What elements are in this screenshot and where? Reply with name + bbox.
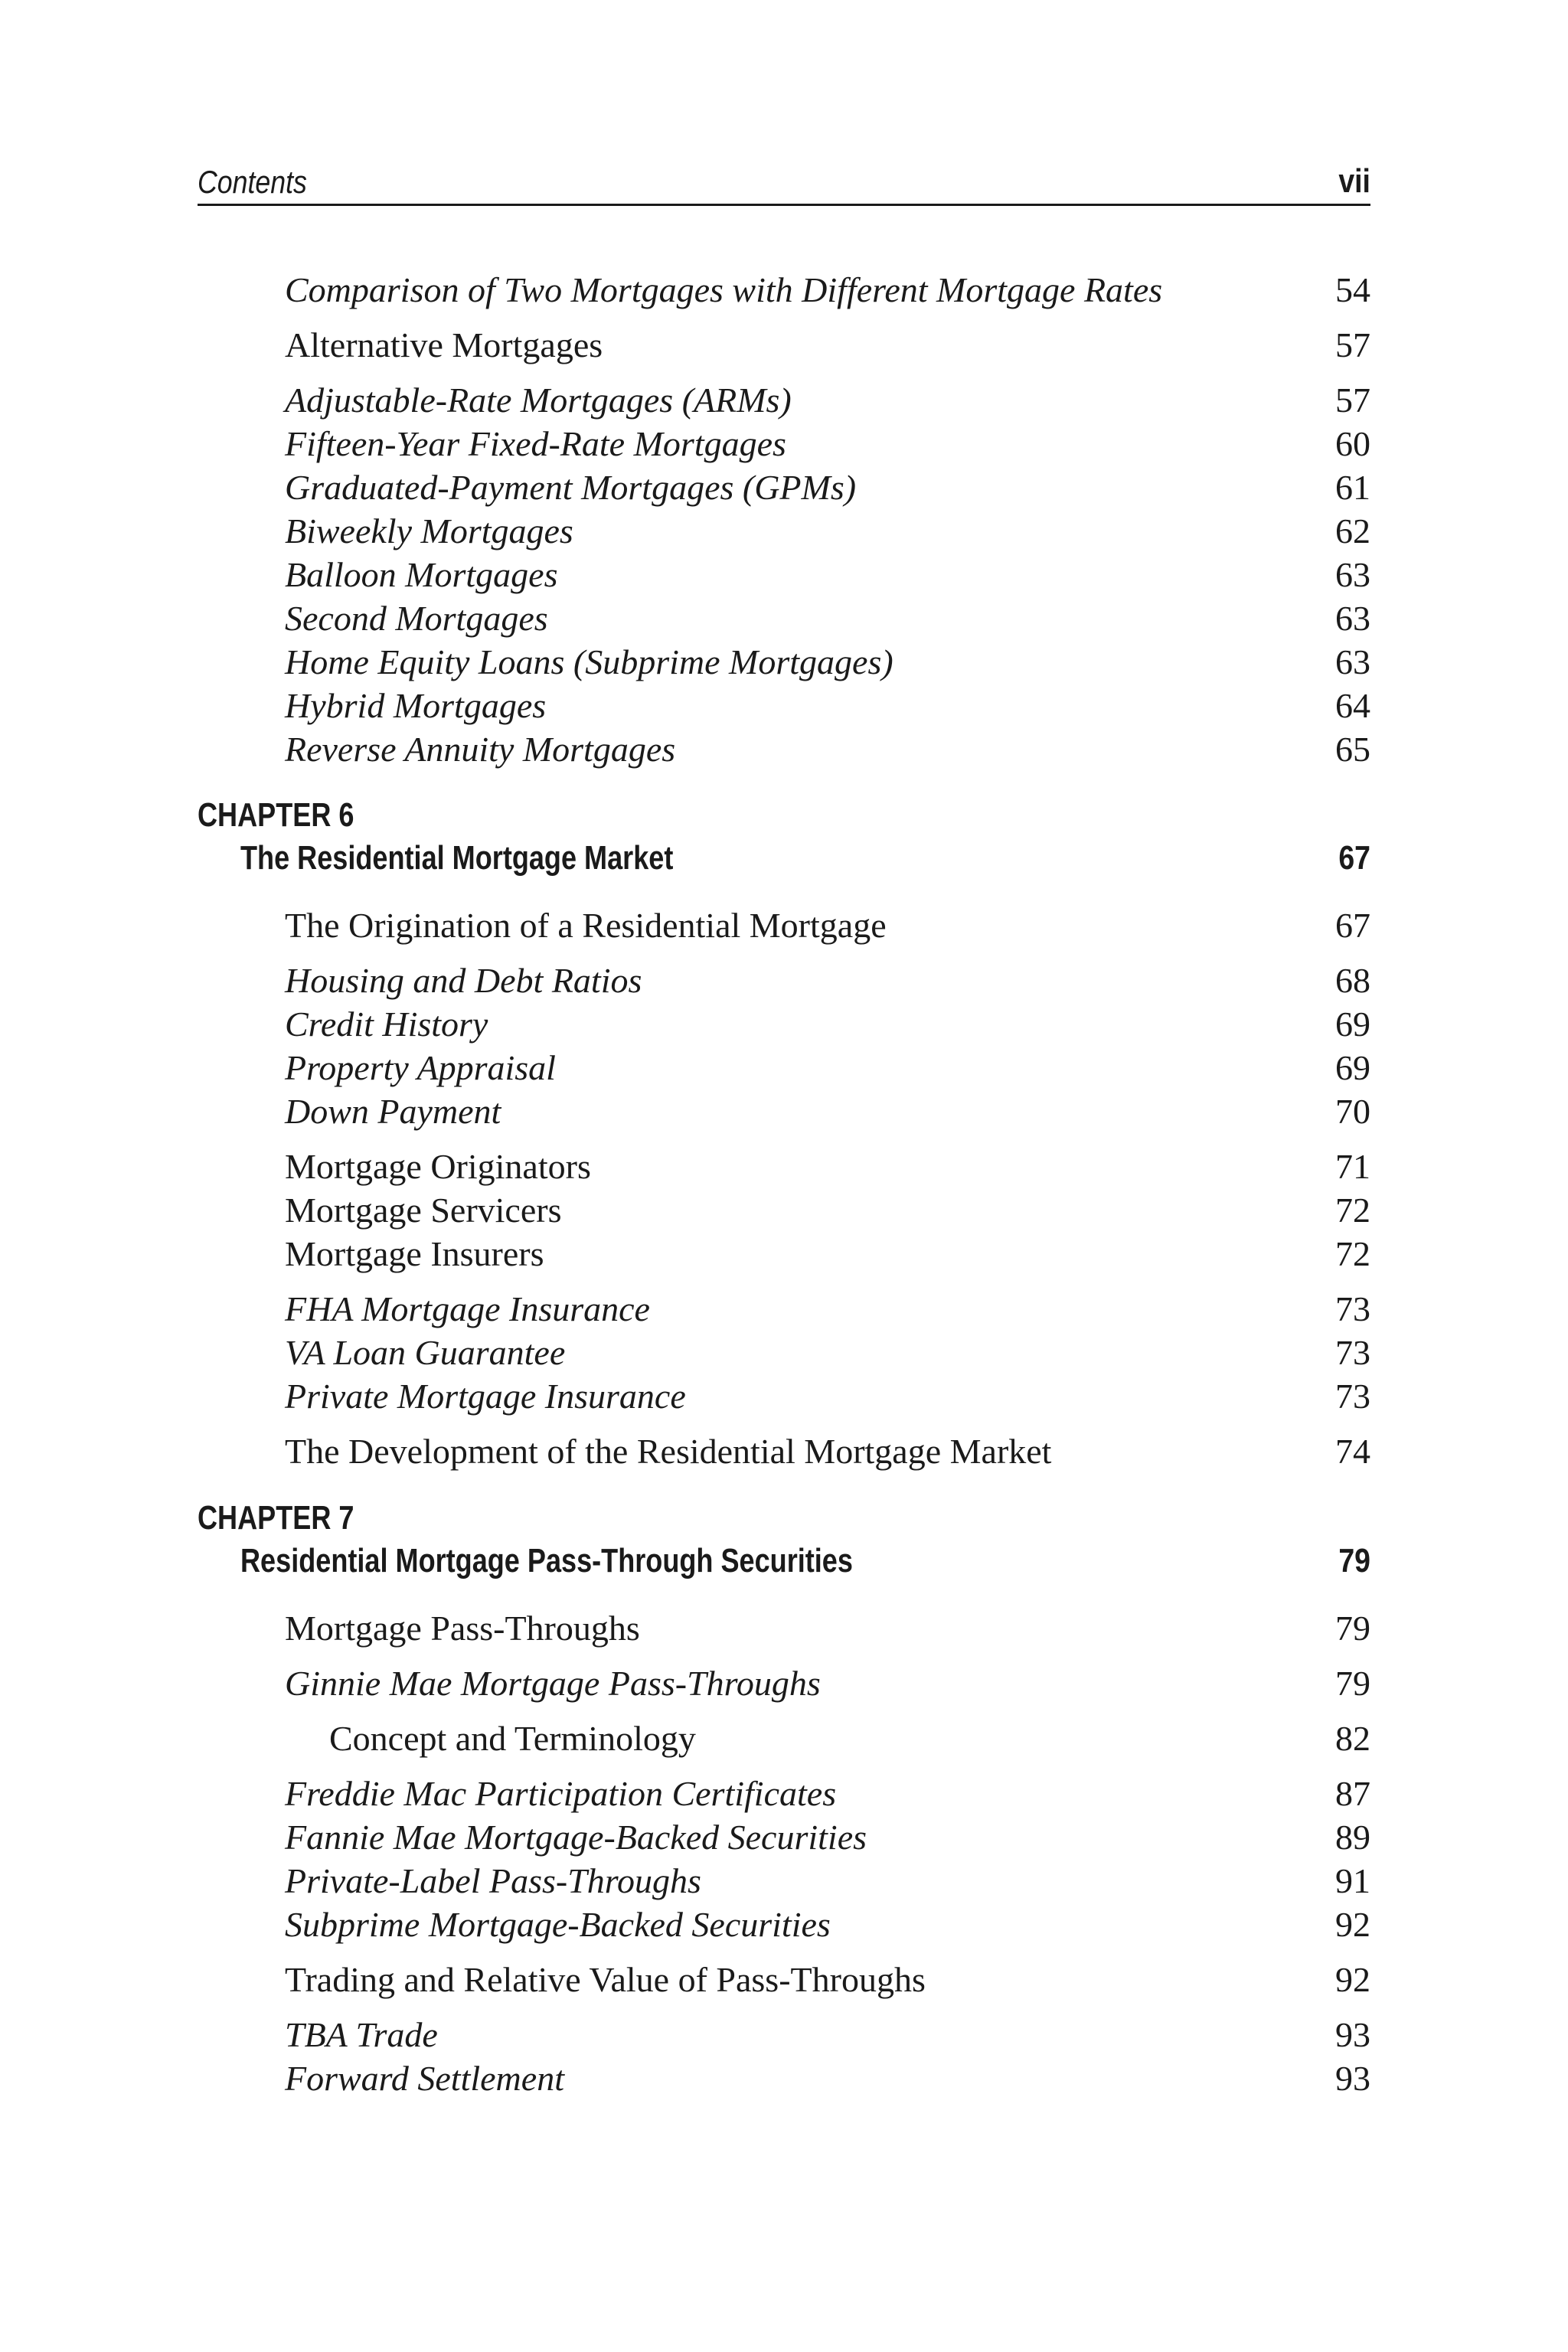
toc-entry-label: Balloon Mortgages — [285, 555, 558, 594]
toc-entry-label: Hybrid Mortgages — [285, 686, 547, 725]
toc-entry-label: Private Mortgage Insurance — [285, 1377, 686, 1416]
toc-entry-label: Ginnie Mae Mortgage Pass-Throughs — [285, 1664, 821, 1703]
toc-entry-page: 82 — [1335, 1719, 1370, 1758]
toc-entry-label: Home Equity Loans (Subprime Mortgages) — [285, 642, 893, 681]
toc-entry[interactable] — [285, 729, 1370, 773]
toc-entry-label: Mortgage Servicers — [285, 1191, 562, 1230]
toc-entry[interactable] — [285, 1190, 1370, 1234]
toc-entry[interactable] — [285, 1959, 1370, 2004]
toc-entry[interactable] — [285, 905, 1370, 949]
chapter-7-page: 79 — [1338, 1542, 1370, 1579]
toc-entry-label: Down Payment — [285, 1092, 501, 1131]
toc-entry-page: 68 — [1335, 961, 1370, 1000]
toc-entry-label: The Origination of a Residential Mortgage — [285, 906, 887, 945]
toc-entry-label: Comparison of Two Mortgages with Different Mortgage Rates — [285, 270, 1163, 309]
toc-entry-label: Forward Settlement — [285, 2059, 564, 2098]
toc-entry-label: Concept and Terminology — [329, 1719, 696, 1758]
toc-entry-label: Trading and Relative Value of Pass-Throughs — [285, 1960, 926, 1999]
toc-entry-page: 79 — [1335, 1664, 1370, 1703]
toc-entry[interactable] — [285, 1860, 1370, 1905]
toc-entry[interactable] — [285, 1146, 1370, 1191]
toc-entry-page: 87 — [1335, 1774, 1370, 1813]
toc-entry-page: 67 — [1335, 906, 1370, 945]
toc-entry[interactable] — [285, 685, 1370, 730]
toc-entry-label: Second Mortgages — [285, 599, 548, 638]
toc-entry-page: 73 — [1335, 1333, 1370, 1372]
toc-entry-label: The Development of the Residential Mortgage Market — [285, 1432, 1052, 1471]
toc-entry-label: Mortgage Originators — [285, 1147, 591, 1186]
toc-entry-page: 60 — [1335, 424, 1370, 463]
toc-entry-page: 57 — [1335, 381, 1370, 420]
chapter-6-label: CHAPTER 6 — [198, 796, 354, 834]
chapter-6-title-row[interactable] — [240, 839, 1370, 880]
toc-entry-page: 93 — [1335, 2015, 1370, 2054]
toc-entry-label: FHA Mortgage Insurance — [285, 1289, 650, 1328]
toc-entry-label: Reverse Annuity Mortgages — [285, 730, 676, 769]
toc-entry-label: Adjustable-Rate Mortgages (ARMs) — [285, 381, 792, 420]
running-head-section: Contents — [198, 164, 307, 200]
toc-entry-label: Property Appraisal — [285, 1048, 556, 1087]
toc-entry-label: Freddie Mac Participation Certificates — [285, 1774, 837, 1813]
chapter-7-title: Residential Mortgage Pass-Through Securities — [240, 1542, 853, 1579]
toc-entry[interactable] — [285, 1289, 1370, 1333]
toc-entry-page: 71 — [1335, 1147, 1370, 1186]
toc-entry-page: 54 — [1335, 270, 1370, 309]
toc-entry-page: 72 — [1335, 1234, 1370, 1273]
toc-entry-page: 79 — [1335, 1609, 1370, 1648]
toc-entry-page: 63 — [1335, 555, 1370, 594]
toc-entry[interactable] — [285, 325, 1370, 369]
toc-entry[interactable] — [285, 960, 1370, 1004]
toc-entry-page: 62 — [1335, 511, 1370, 550]
toc-entry[interactable] — [285, 1376, 1370, 1420]
toc-entry[interactable] — [329, 1718, 1370, 1762]
toc-entry[interactable] — [285, 1004, 1370, 1048]
chapter-7-title-row[interactable] — [240, 1542, 1370, 1583]
running-head-page-number: vii — [1338, 162, 1370, 200]
toc-entry[interactable] — [285, 2058, 1370, 2102]
toc-entry[interactable] — [285, 1773, 1370, 1818]
toc-entry[interactable] — [285, 2014, 1370, 2059]
toc-entry-label: Biweekly Mortgages — [285, 511, 573, 550]
toc-entry-label: Graduated-Payment Mortgages (GPMs) — [285, 468, 857, 507]
toc-entry-label: VA Loan Guarantee — [285, 1333, 566, 1372]
toc-entry[interactable] — [285, 1608, 1370, 1652]
toc-entry[interactable] — [285, 642, 1370, 686]
toc-entry[interactable] — [285, 511, 1370, 555]
toc-entry-label: Mortgage Pass-Throughs — [285, 1609, 640, 1648]
toc-entry-page: 89 — [1335, 1818, 1370, 1857]
toc-entry-label: Housing and Debt Ratios — [285, 961, 642, 1000]
toc-entry[interactable] — [285, 1663, 1370, 1707]
toc-entry[interactable] — [285, 467, 1370, 511]
toc-entry-page: 92 — [1335, 1905, 1370, 1944]
toc-entry-label: Fifteen-Year Fixed-Rate Mortgages — [285, 424, 786, 463]
toc-entry-page: 73 — [1335, 1289, 1370, 1328]
toc-entry[interactable] — [285, 270, 1370, 314]
toc-entry-label: Subprime Mortgage-Backed Securities — [285, 1905, 831, 1944]
toc-entry-page: 69 — [1335, 1048, 1370, 1087]
toc-entry-page: 70 — [1335, 1092, 1370, 1131]
toc-entry-page: 63 — [1335, 599, 1370, 638]
toc-entry-page: 91 — [1335, 1861, 1370, 1900]
toc-entry-page: 61 — [1335, 468, 1370, 507]
chapter-6-page: 67 — [1338, 839, 1370, 877]
toc-entry-page: 72 — [1335, 1191, 1370, 1230]
toc-entry[interactable] — [285, 380, 1370, 424]
toc-entry-label: Mortgage Insurers — [285, 1234, 544, 1273]
toc-entry-page: 73 — [1335, 1377, 1370, 1416]
toc-entry[interactable] — [285, 1091, 1370, 1135]
toc-entry[interactable] — [285, 554, 1370, 599]
toc-entry[interactable] — [285, 1332, 1370, 1377]
toc-entry-page: 64 — [1335, 686, 1370, 725]
toc-entry[interactable] — [285, 1047, 1370, 1092]
toc-entry-label: Alternative Mortgages — [285, 325, 603, 364]
toc-entry[interactable] — [285, 598, 1370, 642]
toc-entry[interactable] — [285, 1904, 1370, 1949]
running-head — [198, 162, 1370, 206]
toc-entry-label: Fannie Mae Mortgage-Backed Securities — [285, 1818, 867, 1857]
toc-entry-label: Private-Label Pass-Throughs — [285, 1861, 701, 1900]
toc-entry-page: 74 — [1335, 1432, 1370, 1471]
toc-entry-label: TBA Trade — [285, 2015, 438, 2054]
chapter-7-label: CHAPTER 7 — [198, 1499, 354, 1537]
toc-entry-label: Credit History — [285, 1004, 488, 1044]
toc-entry[interactable] — [285, 1817, 1370, 1861]
toc-entry-page: 57 — [1335, 325, 1370, 364]
toc-entry-page: 65 — [1335, 730, 1370, 769]
chapter-6-title: The Residential Mortgage Market — [240, 839, 674, 877]
toc-entry-page: 69 — [1335, 1004, 1370, 1044]
toc-entry-page: 92 — [1335, 1960, 1370, 1999]
toc-entry[interactable] — [285, 423, 1370, 468]
toc-entry-page: 63 — [1335, 642, 1370, 681]
toc-entry[interactable] — [285, 1431, 1370, 1475]
toc-entry[interactable] — [285, 1233, 1370, 1278]
toc-entry-page: 93 — [1335, 2059, 1370, 2098]
